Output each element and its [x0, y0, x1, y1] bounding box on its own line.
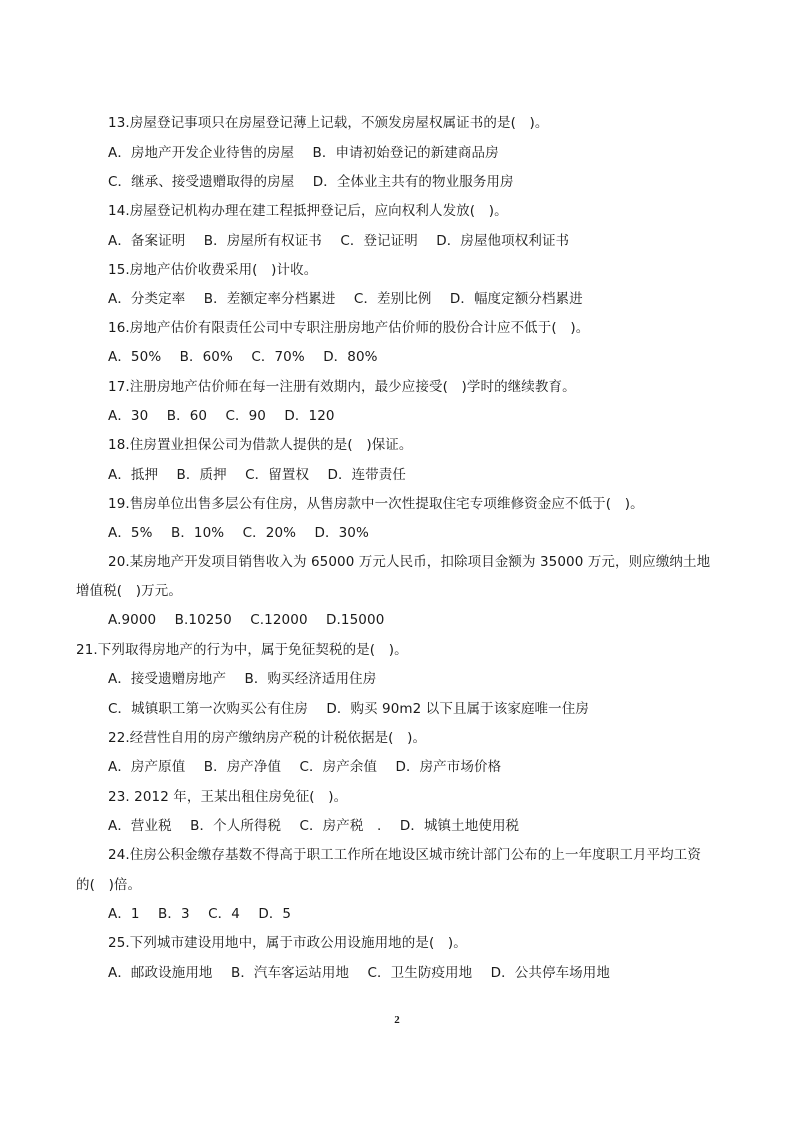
option-b: B．申请初始登记的新建商品房	[312, 145, 499, 161]
option-d: D．房产市场价格	[395, 759, 502, 775]
question-18: 18.住房置业担保公司为借款人提供的是( )保证。	[108, 437, 413, 453]
option-a: A．备案证明	[108, 233, 186, 249]
option-c: C．90	[225, 408, 266, 424]
option-d: D．5	[258, 906, 292, 922]
option-b: B．3	[158, 906, 190, 922]
option-a: A．50%	[108, 349, 162, 365]
options-18	[108, 465, 406, 485]
option-b: B．60	[166, 408, 208, 424]
options-15	[108, 289, 583, 309]
question-23: 23. 2012 年，王某出租住房免征( )。	[108, 789, 348, 805]
options-13-row2	[108, 172, 514, 192]
option-d: D．全体业主共有的物业服务用房	[312, 174, 514, 190]
option-d: D．80%	[323, 349, 378, 365]
options-20	[108, 610, 384, 630]
options-14	[108, 231, 569, 251]
option-c: C．城镇职工第一次购买公有住房	[108, 701, 308, 717]
question-24-continued: 的( )倍。	[76, 877, 142, 893]
option-b: B．质押	[176, 467, 227, 483]
option-d: D．城镇土地使用税	[399, 818, 520, 834]
option-a: A．1	[108, 906, 140, 922]
option-b: B．房产净值	[203, 759, 282, 775]
option-d: D．连带责任	[327, 467, 406, 483]
options-19	[108, 523, 369, 543]
options-22	[108, 757, 501, 777]
option-b: B．10%	[170, 525, 225, 541]
question-20-continued: 增值税( )万元。	[76, 583, 182, 599]
question-14: 14.房屋登记机构办理在建工程抵押登记后，应向权利人发放( )。	[108, 203, 508, 219]
option-c: C．留置权	[245, 467, 310, 483]
option-c: C．4	[208, 906, 240, 922]
option-d: D．房屋他项权利证书	[436, 233, 570, 249]
question-25: 25.下列城市建设用地中，属于市政公用设施用地的是( )。	[108, 935, 467, 951]
option-a: A.9000	[108, 612, 157, 628]
option-c: C.12000	[250, 612, 308, 628]
question-20: 20.某房地产开发项目销售收入为 65000 万元人民币，扣除项目金额为 35000 万元，则应缴纳土地	[108, 554, 711, 570]
question-19: 19.售房单位出售多层公有住房，从售房款中一次性提取住宅专项维修资金应不低于( )。	[108, 496, 644, 512]
option-c: C．继承、接受遗赠取得的房屋	[108, 174, 295, 190]
option-b: B．60%	[179, 349, 233, 365]
question-15: 15.房地产估价收费采用( )计收。	[108, 262, 318, 278]
option-a: A．营业税	[108, 818, 172, 834]
option-a: A．房地产开发企业待售的房屋	[108, 145, 295, 161]
option-d: D．幅度定额分档累进	[449, 291, 583, 307]
options-16	[108, 347, 378, 367]
option-d: D．120	[284, 408, 335, 424]
option-c: C．差别比例	[353, 291, 432, 307]
option-b: B．房屋所有权证书	[203, 233, 322, 249]
option-d: D．公共停车场用地	[490, 965, 610, 981]
option-c: C．登记证明	[340, 233, 418, 249]
option-a: A．抵押	[108, 467, 159, 483]
question-24: 24.住房公积金缴存基数不得高于职工工作所在地设区城市统计部门公布的上一年度职工月平均工资	[108, 847, 701, 863]
options-21-row1	[108, 669, 376, 689]
option-c: C．卫生防疫用地	[367, 965, 473, 981]
options-17	[108, 406, 335, 426]
option-c: C．房产余值	[299, 759, 378, 775]
question-22: 22.经营性自用的房产缴纳房产税的计税依据是( )。	[108, 730, 427, 746]
option-c: C．20%	[242, 525, 297, 541]
question-21: 21.下列取得房地产的行为中，属于免征契税的是( )。	[76, 642, 408, 658]
option-a: A．30	[108, 408, 149, 424]
option-b: B．差额定率分档累进	[203, 291, 336, 307]
options-23	[108, 816, 519, 836]
page-number: 2	[394, 1014, 400, 1026]
options-21-row2	[108, 699, 589, 719]
option-c: C．70%	[251, 349, 305, 365]
options-25	[108, 963, 610, 983]
option-a: A．分类定率	[108, 291, 186, 307]
options-13-row1	[108, 143, 499, 163]
question-16: 16.房地产估价有限责任公司中专职注册房地产估价师的股份合计应不低于( )。	[108, 320, 590, 336]
option-a: A．5%	[108, 525, 153, 541]
question-17: 17.注册房地产估价师在每一注册有效期内，最少应接受( )学时的继续教育。	[108, 379, 576, 395]
option-b: B．购买经济适用住房	[244, 671, 377, 687]
option-b: B．汽车客运站用地	[230, 965, 350, 981]
option-a: A．邮政设施用地	[108, 965, 213, 981]
option-c: C．房产税 .	[299, 818, 382, 834]
question-13: 13.房屋登记事项只在房屋登记薄上记载，不颁发房屋权属证书的是( )。	[108, 115, 549, 131]
option-a: A．房产原值	[108, 759, 186, 775]
option-a: A．接受遗赠房地产	[108, 671, 227, 687]
option-d: D．购买 90m2 以下且属于该家庭唯一住房	[326, 701, 589, 717]
option-d: D.15000	[326, 612, 385, 628]
options-24	[108, 904, 291, 924]
option-b: B．个人所得税	[190, 818, 282, 834]
option-d: D．30%	[314, 525, 369, 541]
option-b: B.10250	[174, 612, 232, 628]
